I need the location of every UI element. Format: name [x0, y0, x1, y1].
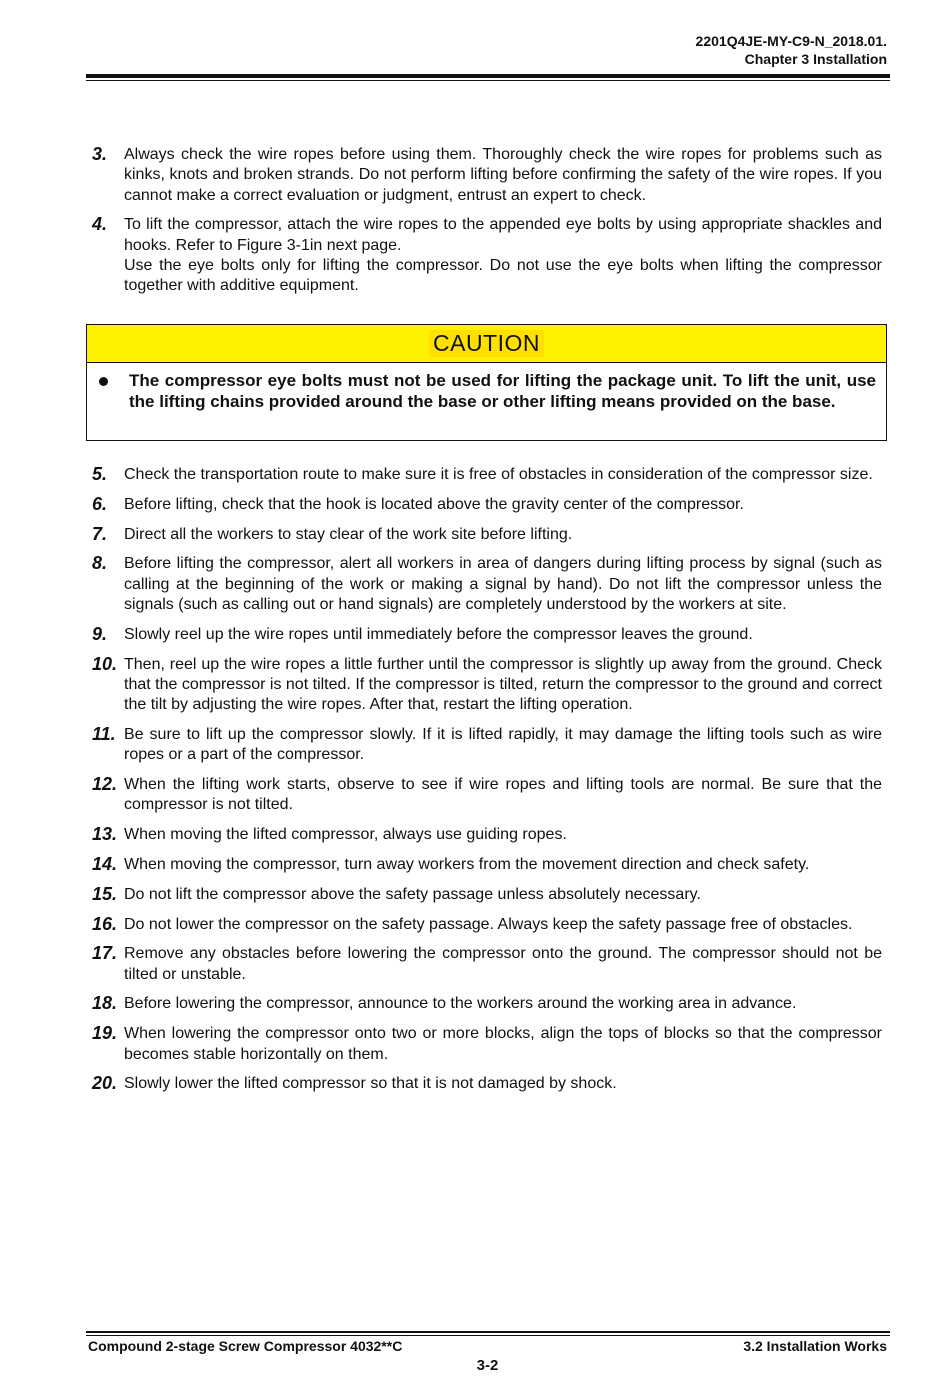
list-item [92, 915, 882, 935]
footer-rule-thick [86, 1331, 890, 1333]
caution-label: CAUTION [429, 330, 544, 357]
item-text: Do not lift the compressor above the safety passage unless absolutely necessary. [124, 885, 701, 903]
list-item [92, 525, 882, 545]
item-number: 16. [92, 913, 118, 934]
item-text: When lowering the compressor onto two or more blocks, align the tops of blocks so that the compressor becomes stable horizontally on them. [124, 1025, 882, 1063]
list-item [92, 145, 882, 206]
list-item [92, 994, 882, 1014]
item-text: When moving the lifted compressor, always use guiding ropes. [124, 826, 567, 844]
list-item [92, 1074, 882, 1094]
bullet-icon [99, 377, 108, 386]
item-number: 6. [92, 493, 108, 514]
item-number: 3. [92, 144, 108, 164]
header-rule-thick [86, 74, 890, 78]
item-number: 8. [92, 553, 108, 574]
list-item [92, 655, 882, 716]
caution-box [86, 324, 887, 441]
page-header [696, 32, 887, 68]
item-number: 17. [92, 943, 118, 964]
item-number: 5. [92, 464, 108, 484]
item-number: 4. [92, 214, 108, 235]
list-item [92, 554, 882, 615]
item-text: Slowly reel up the wire ropes until immediately before the compressor leaves the ground. [124, 625, 753, 643]
item-number: 11. [92, 723, 116, 744]
footer-product-name: Compound 2-stage Screw Compressor 4032**C [88, 1338, 403, 1354]
item-text: When the lifting work starts, observe to see if wire ropes and lifting tools are normal. Be sure that the compressor is not tilted. [124, 776, 882, 814]
item-text: When moving the compressor, turn away workers from the movement direction and check safety. [124, 855, 810, 873]
item-text: To lift the compressor, attach the wire ropes to the appended eye bolts by using appropriate shackles and hooks. Refer to Figure 3-1in next page. [124, 216, 882, 254]
list-item [92, 825, 882, 845]
item-text: Then, reel up the wire ropes a little further until the compressor is slightly up away from the ground. Check that the compressor is not tilted. If the compressor is tilted, return the compressor to the ground and correct the tilt by adjusting the wire ropes. After that, restart the lifting operation. [124, 655, 882, 714]
instruction-list-bottom [92, 465, 882, 1104]
list-item [92, 465, 882, 485]
footer-rule-thin [86, 1335, 890, 1336]
caution-body [87, 363, 886, 412]
document-code: 2201Q4JE-MY-C9-N_2018.01. [695, 33, 887, 49]
item-text: Remove any obstacles before lowering the compressor onto the ground. The compressor should not be tilted or unstable. [124, 945, 882, 983]
page-number: 3-2 [476, 1357, 499, 1374]
list-item [92, 855, 882, 875]
item-text: Before lifting the compressor, alert all workers in area of dangers during lifting process by signal (such as calling at the beginning of the work or making a signal by hand). Do not lift the compressor unless the signals (such as calling out or hand signals) are completely understood by the workers at site. [124, 555, 882, 613]
item-number: 15. [92, 883, 118, 904]
item-text: Before lifting, check that the hook is located above the gravity center of the compressor. [124, 495, 744, 513]
list-item [92, 885, 882, 905]
list-item [92, 725, 882, 766]
header-rule-thin [86, 80, 890, 81]
item-number: 13. [92, 824, 118, 845]
list-item [92, 775, 882, 816]
item-text: Slowly lower the lifted compressor so that it is not damaged by shock. [124, 1075, 617, 1093]
chapter-title: Chapter 3 Installation [744, 51, 887, 67]
item-number: 19. [92, 1023, 118, 1044]
item-text: Be sure to lift up the compressor slowly. If it is lifted rapidly, it may damage the lifting tools such as wire ropes or a part of the compressor. [124, 725, 882, 764]
item-number: 12. [92, 774, 118, 795]
footer-section-name: 3.2 Installation Works [743, 1338, 887, 1354]
caution-text: The compressor eye bolts must not be used for lifting the package unit. To lift the unit, use the lifting chains provided around the base or other lifting means provided on the base. [129, 371, 876, 411]
list-item [92, 1024, 882, 1065]
item-number: 7. [92, 523, 108, 544]
list-item [92, 625, 882, 645]
item-text: Do not lower the compressor on the safety passage. Always keep the safety passage free of obstacles. [124, 915, 853, 933]
item-number: 20. [92, 1073, 118, 1094]
item-text: Check the transportation route to make sure it is free of obstacles in consideration of the compressor size. [124, 466, 873, 483]
caution-header [87, 325, 886, 363]
item-text: Before lowering the compressor, announce to the workers around the working area in advance. [124, 995, 797, 1013]
instruction-list-top [92, 145, 882, 306]
list-item [92, 944, 882, 985]
list-item [92, 495, 882, 515]
list-item [92, 215, 882, 296]
item-number: 18. [92, 993, 118, 1014]
item-text-continued: Use the eye bolts only for lifting the compressor. Do not use the eye bolts when lifting the compressor together with additive equipment. [124, 256, 882, 295]
item-number: 14. [92, 853, 118, 874]
item-number: 10. [92, 653, 118, 674]
item-text: Always check the wire ropes before using them. Thoroughly check the wire ropes for problems such as kinks, knots and broken strands. Do not perform lifting before confirming the safety of the wire ropes. If you cannot make a correct evaluation or judgment, entrust an expert to check. [124, 146, 882, 204]
item-text: Direct all the workers to stay clear of the work site before lifting. [124, 525, 573, 543]
item-number: 9. [92, 623, 108, 644]
